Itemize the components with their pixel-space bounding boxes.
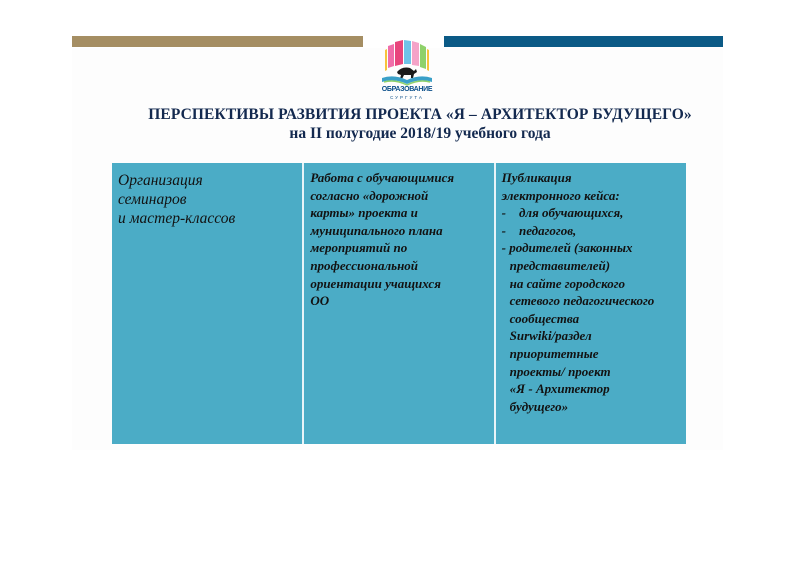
cell-line: Surwiki/раздел [509, 328, 592, 344]
cell-line: на сайте городского [509, 275, 625, 291]
cell-line: будущего» [509, 398, 569, 414]
obrazovanie-surguta-logo-icon [378, 36, 436, 102]
list-item: - для обучающихся, [501, 205, 624, 221]
list-item: - родителей (законных [501, 240, 633, 256]
header-bar-left [72, 36, 363, 47]
cell-line: карты» проекта и [310, 205, 418, 221]
prospects-table [112, 163, 686, 444]
table-cell-seminars [112, 163, 303, 444]
cell-line: Организация [118, 172, 203, 189]
cell-line: приоритетные [509, 345, 599, 361]
cell-line: семинаров [118, 191, 187, 208]
table-row [112, 163, 686, 444]
logo-text-sub: СУРГУТА [390, 95, 424, 100]
title-line-2: на II полугодие 2018/19 учебного года [289, 125, 551, 142]
cell-line: мероприятий по [310, 240, 408, 256]
header-bar-right [444, 36, 723, 47]
cell-line: сетевого педагогического [509, 293, 655, 309]
cell-line: «Я - Архитектор [509, 381, 610, 397]
cell-line: Публикация [501, 170, 572, 185]
table-cell-roadmap-work [303, 163, 494, 444]
cell-line: сообщества [509, 310, 580, 326]
cell-line: и мастер-классов [118, 210, 236, 227]
cell-line: ориентации учащихся [310, 275, 441, 291]
page-title [100, 105, 740, 143]
list-item: - педагогов, [501, 222, 577, 238]
table-cell-publication [495, 163, 686, 444]
cell-line: представителей) [509, 257, 611, 273]
title-line-1: ПЕРСПЕКТИВЫ РАЗВИТИЯ ПРОЕКТА «Я – АРХИТЕКТОР БУДУЩЕГО» [148, 106, 692, 123]
cell-line: муниципального плана [310, 222, 443, 238]
cell-line: Работа с обучающимися [310, 170, 455, 185]
cell-line: профессиональной [310, 257, 419, 273]
cell-line: ОО [310, 293, 330, 309]
cell-line: проекты/ проект [509, 363, 611, 379]
logo-text-main: ОБРАЗОВАНИЕ [381, 86, 433, 93]
cell-line: согласно «дорожной [310, 187, 429, 203]
cell-line: электронного кейса: [501, 187, 620, 203]
